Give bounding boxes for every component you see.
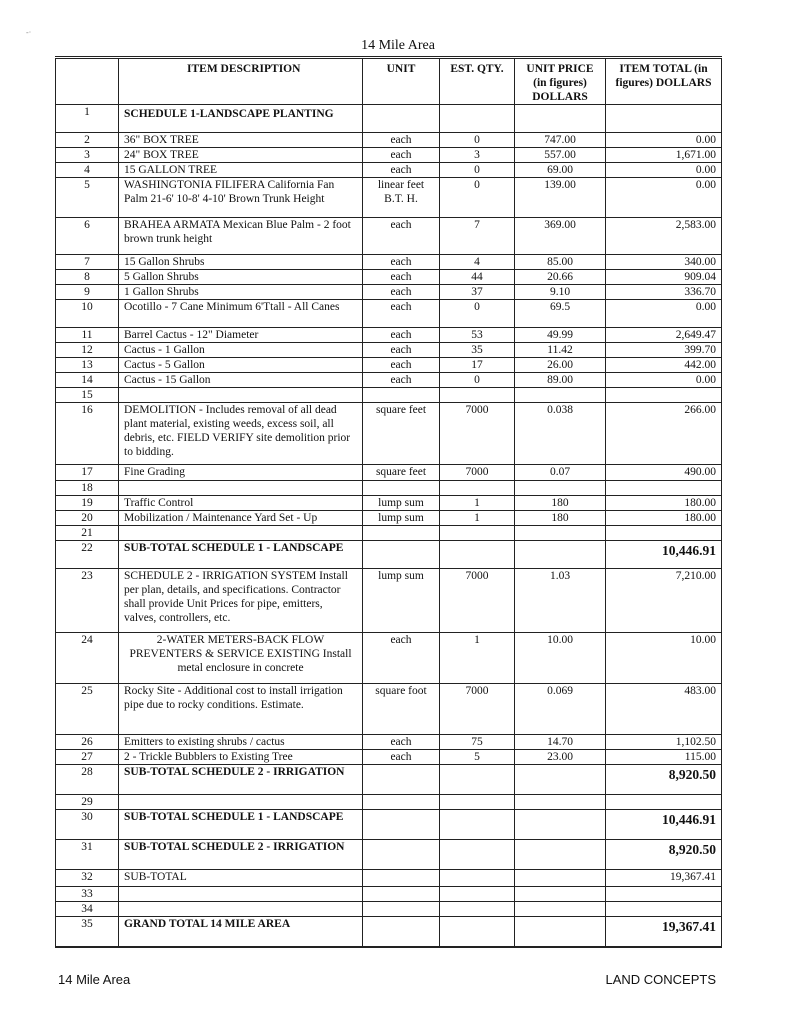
item-total-cell: 8,920.50 <box>606 840 722 870</box>
quantity-cell <box>440 765 515 795</box>
unit-cell: lump sum <box>363 511 440 526</box>
unit-price-cell: 23.00 <box>515 750 606 765</box>
quantity-cell: 7000 <box>440 684 515 735</box>
unit-price-cell: 180 <box>515 496 606 511</box>
quantity-cell <box>440 840 515 870</box>
scan-mark: -· <box>26 28 32 37</box>
row-number: 8 <box>56 270 119 285</box>
item-description: GRAND TOTAL 14 MILE AREA <box>119 917 363 947</box>
unit-cell: lump sum <box>363 569 440 633</box>
table-row <box>56 633 722 684</box>
quantity-cell <box>440 902 515 917</box>
item-description: 2 - Trickle Bubblers to Existing Tree <box>119 750 363 765</box>
row-number: 6 <box>56 218 119 255</box>
item-description: Rocky Site - Additional cost to install irrigation pipe due to rocky conditions. Estimate. <box>119 684 363 735</box>
table-row <box>56 178 722 218</box>
quantity-cell: 53 <box>440 328 515 343</box>
item-total-cell <box>606 795 722 810</box>
unit-price-cell <box>515 810 606 840</box>
table-row <box>56 388 722 403</box>
quantity-cell: 0 <box>440 133 515 148</box>
unit-cell <box>363 840 440 870</box>
table-row <box>56 870 722 887</box>
unit-price-cell <box>515 840 606 870</box>
table-row <box>56 465 722 481</box>
unit-price-cell: 20.66 <box>515 270 606 285</box>
quantity-cell <box>440 541 515 569</box>
quantity-cell: 0 <box>440 300 515 328</box>
item-total-cell: 1,671.00 <box>606 148 722 163</box>
unit-cell: each <box>363 750 440 765</box>
item-total-cell: 442.00 <box>606 358 722 373</box>
item-description: Barrel Cactus - 12" Diameter <box>119 328 363 343</box>
row-number: 13 <box>56 358 119 373</box>
quantity-cell <box>440 887 515 902</box>
row-number: 19 <box>56 496 119 511</box>
unit-price-cell: 11.42 <box>515 343 606 358</box>
quantity-cell: 7000 <box>440 465 515 481</box>
item-description: SCHEDULE 2 - IRRIGATION SYSTEM Install per plan, details, and specifications. Contractor shall provide Unit Prices for pipe, emitters, valves, controllers, etc. <box>119 569 363 633</box>
unit-cell <box>363 795 440 810</box>
unit-cell <box>363 902 440 917</box>
unit-price-cell <box>515 870 606 887</box>
table-row <box>56 255 722 270</box>
quantity-cell: 7000 <box>440 403 515 465</box>
table-row <box>56 902 722 917</box>
unit-cell <box>363 917 440 947</box>
item-description: 15 Gallon Shrubs <box>119 255 363 270</box>
unit-price-cell <box>515 765 606 795</box>
item-description: 5 Gallon Shrubs <box>119 270 363 285</box>
item-description <box>119 388 363 403</box>
unit-cell <box>363 526 440 541</box>
unit-price-cell <box>515 541 606 569</box>
row-number: 10 <box>56 300 119 328</box>
item-description: Mobilization / Maintenance Yard Set - Up <box>119 511 363 526</box>
unit-price-cell: 14.70 <box>515 735 606 750</box>
unit-price-cell: 557.00 <box>515 148 606 163</box>
unit-cell: square feet <box>363 465 440 481</box>
row-number: 16 <box>56 403 119 465</box>
table-row <box>56 735 722 750</box>
row-number: 33 <box>56 887 119 902</box>
item-total-cell: 10,446.91 <box>606 810 722 840</box>
row-number: 21 <box>56 526 119 541</box>
footer-left: 14 Mile Area <box>58 972 131 987</box>
row-number: 27 <box>56 750 119 765</box>
unit-cell: each <box>363 255 440 270</box>
table-row <box>56 840 722 870</box>
row-number: 23 <box>56 569 119 633</box>
item-description: 15 GALLON TREE <box>119 163 363 178</box>
item-description: 1 Gallon Shrubs <box>119 285 363 300</box>
unit-price-cell <box>515 105 606 133</box>
item-total-cell <box>606 105 722 133</box>
header-qty: EST. QTY. <box>440 58 515 105</box>
footer-right: LAND CONCEPTS <box>605 972 716 987</box>
quantity-cell: 1 <box>440 511 515 526</box>
table-row <box>56 133 722 148</box>
item-total-cell: 19,367.41 <box>606 870 722 887</box>
unit-price-cell: 26.00 <box>515 358 606 373</box>
quantity-cell: 1 <box>440 633 515 684</box>
unit-cell: each <box>363 328 440 343</box>
quantity-cell: 0 <box>440 163 515 178</box>
item-description: SCHEDULE 1-LANDSCAPE PLANTING <box>119 105 363 133</box>
item-total-cell: 10,446.91 <box>606 541 722 569</box>
quantity-cell <box>440 917 515 947</box>
unit-cell: lump sum <box>363 496 440 511</box>
item-description <box>119 526 363 541</box>
quantity-cell <box>440 388 515 403</box>
unit-cell: square foot <box>363 684 440 735</box>
header-unit-price: UNIT PRICE (in figures) DOLLARS <box>515 58 606 105</box>
item-description <box>119 887 363 902</box>
item-total-cell: 180.00 <box>606 511 722 526</box>
unit-cell: each <box>363 270 440 285</box>
unit-price-cell: 69.00 <box>515 163 606 178</box>
row-number: 20 <box>56 511 119 526</box>
unit-cell: each <box>363 285 440 300</box>
item-total-cell: 0.00 <box>606 133 722 148</box>
quantity-cell <box>440 810 515 840</box>
unit-price-cell: 89.00 <box>515 373 606 388</box>
item-total-cell <box>606 902 722 917</box>
item-total-cell <box>606 388 722 403</box>
table-row <box>56 270 722 285</box>
item-description: Cactus - 5 Gallon <box>119 358 363 373</box>
item-description <box>119 795 363 810</box>
item-total-cell: 2,649.47 <box>606 328 722 343</box>
table-row <box>56 887 722 902</box>
row-number: 1 <box>56 105 119 133</box>
unit-cell: each <box>363 633 440 684</box>
header-unit: UNIT <box>363 58 440 105</box>
item-total-cell: 8,920.50 <box>606 765 722 795</box>
item-total-cell: 909.04 <box>606 270 722 285</box>
quantity-cell: 5 <box>440 750 515 765</box>
item-description: Traffic Control <box>119 496 363 511</box>
row-number: 32 <box>56 870 119 887</box>
row-number: 5 <box>56 178 119 218</box>
item-total-cell: 0.00 <box>606 163 722 178</box>
item-description <box>119 481 363 496</box>
item-description: SUB-TOTAL SCHEDULE 2 - IRRIGATION <box>119 840 363 870</box>
item-description: 2-WATER METERS-BACK FLOW PREVENTERS & SERVICE EXISTING Install metal enclosure in concrete <box>119 633 363 684</box>
quantity-cell: 75 <box>440 735 515 750</box>
row-number: 3 <box>56 148 119 163</box>
unit-cell: each <box>363 343 440 358</box>
unit-price-cell <box>515 526 606 541</box>
unit-price-cell: 85.00 <box>515 255 606 270</box>
item-description: 24" BOX TREE <box>119 148 363 163</box>
row-number: 11 <box>56 328 119 343</box>
item-description: SUB-TOTAL <box>119 870 363 887</box>
item-total-cell: 399.70 <box>606 343 722 358</box>
unit-price-cell <box>515 795 606 810</box>
unit-cell: each <box>363 133 440 148</box>
quantity-cell <box>440 870 515 887</box>
quantity-cell: 0 <box>440 178 515 218</box>
item-total-cell: 180.00 <box>606 496 722 511</box>
item-total-cell: 2,583.00 <box>606 218 722 255</box>
item-description: SUB-TOTAL SCHEDULE 1 - LANDSCAPE <box>119 810 363 840</box>
table-row <box>56 373 722 388</box>
item-total-cell: 266.00 <box>606 403 722 465</box>
header-item-total: ITEM TOTAL (in figures) DOLLARS <box>606 58 722 105</box>
table-row <box>56 496 722 511</box>
quantity-cell: 17 <box>440 358 515 373</box>
item-total-cell: 483.00 <box>606 684 722 735</box>
header-number-cell <box>56 58 119 105</box>
table-row <box>56 481 722 496</box>
quantity-cell: 7 <box>440 218 515 255</box>
row-number: 14 <box>56 373 119 388</box>
item-total-cell: 490.00 <box>606 465 722 481</box>
item-description: WASHINGTONIA FILIFERA California Fan Palm 21-6' 10-8' 4-10' Brown Trunk Height <box>119 178 363 218</box>
row-number: 34 <box>56 902 119 917</box>
unit-price-cell: 139.00 <box>515 178 606 218</box>
quantity-cell <box>440 526 515 541</box>
unit-cell: each <box>363 358 440 373</box>
row-number: 15 <box>56 388 119 403</box>
unit-cell: linear feet B.T. H. <box>363 178 440 218</box>
unit-cell <box>363 870 440 887</box>
item-total-cell: 340.00 <box>606 255 722 270</box>
row-number: 26 <box>56 735 119 750</box>
table-header-row <box>56 58 722 105</box>
quantity-cell: 35 <box>440 343 515 358</box>
table-row <box>56 569 722 633</box>
row-number: 9 <box>56 285 119 300</box>
unit-price-cell <box>515 481 606 496</box>
table-row <box>56 795 722 810</box>
row-number: 12 <box>56 343 119 358</box>
item-description: DEMOLITION - Includes removal of all dead plant material, existing weeds, excess soil, all debris, etc. FIELD VERIFY site demolition prior to bidding. <box>119 403 363 465</box>
unit-price-cell: 0.07 <box>515 465 606 481</box>
quantity-cell: 7000 <box>440 569 515 633</box>
item-description: Cactus - 1 Gallon <box>119 343 363 358</box>
table-row <box>56 163 722 178</box>
row-number: 4 <box>56 163 119 178</box>
unit-cell <box>363 388 440 403</box>
page-title: 14 Mile Area <box>361 38 435 53</box>
unit-cell: each <box>363 163 440 178</box>
item-total-cell: 0.00 <box>606 178 722 218</box>
unit-cell <box>363 810 440 840</box>
unit-cell <box>363 765 440 795</box>
unit-price-cell: 0.038 <box>515 403 606 465</box>
quantity-cell: 1 <box>440 496 515 511</box>
item-total-cell <box>606 481 722 496</box>
unit-price-cell <box>515 902 606 917</box>
unit-price-cell: 49.99 <box>515 328 606 343</box>
unit-cell: square feet <box>363 403 440 465</box>
unit-cell <box>363 541 440 569</box>
unit-price-cell <box>515 388 606 403</box>
unit-cell: each <box>363 735 440 750</box>
unit-cell: each <box>363 373 440 388</box>
unit-price-cell <box>515 917 606 947</box>
item-total-cell <box>606 526 722 541</box>
row-number: 30 <box>56 810 119 840</box>
item-description: SUB-TOTAL SCHEDULE 1 - LANDSCAPE <box>119 541 363 569</box>
row-number: 35 <box>56 917 119 947</box>
item-total-cell: 0.00 <box>606 373 722 388</box>
header-description: ITEM DESCRIPTION <box>119 58 363 105</box>
unit-price-cell: 1.03 <box>515 569 606 633</box>
item-description: Ocotillo - 7 Cane Minimum 6'Ttall - All Canes <box>119 300 363 328</box>
item-total-cell: 0.00 <box>606 300 722 328</box>
quantity-cell: 44 <box>440 270 515 285</box>
item-description: Emitters to existing shrubs / cactus <box>119 735 363 750</box>
row-number: 25 <box>56 684 119 735</box>
unit-price-cell: 180 <box>515 511 606 526</box>
quantity-cell <box>440 795 515 810</box>
table-row <box>56 403 722 465</box>
table-row <box>56 105 722 133</box>
table-row <box>56 328 722 343</box>
item-total-cell <box>606 887 722 902</box>
table-row <box>56 917 722 947</box>
item-description: 36" BOX TREE <box>119 133 363 148</box>
table-row <box>56 511 722 526</box>
quantity-cell <box>440 105 515 133</box>
unit-cell <box>363 887 440 902</box>
unit-price-cell: 0.069 <box>515 684 606 735</box>
item-description: SUB-TOTAL SCHEDULE 2 - IRRIGATION <box>119 765 363 795</box>
table-row <box>56 765 722 795</box>
unit-price-cell: 69.5 <box>515 300 606 328</box>
row-number: 2 <box>56 133 119 148</box>
unit-cell: each <box>363 218 440 255</box>
row-number: 31 <box>56 840 119 870</box>
quantity-cell: 0 <box>440 373 515 388</box>
row-number: 17 <box>56 465 119 481</box>
quantity-cell: 4 <box>440 255 515 270</box>
item-description: Cactus - 15 Gallon <box>119 373 363 388</box>
item-description: BRAHEA ARMATA Mexican Blue Palm - 2 foot brown trunk height <box>119 218 363 255</box>
table-row <box>56 300 722 328</box>
row-number: 22 <box>56 541 119 569</box>
bid-schedule-table <box>55 56 722 948</box>
table-row <box>56 148 722 163</box>
table-row <box>56 526 722 541</box>
item-total-cell: 19,367.41 <box>606 917 722 947</box>
row-number: 18 <box>56 481 119 496</box>
table-row <box>56 810 722 840</box>
quantity-cell: 37 <box>440 285 515 300</box>
unit-price-cell: 747.00 <box>515 133 606 148</box>
unit-cell: each <box>363 300 440 328</box>
table-row <box>56 343 722 358</box>
unit-price-cell <box>515 887 606 902</box>
table-row <box>56 218 722 255</box>
table-row <box>56 750 722 765</box>
table-row <box>56 684 722 735</box>
unit-cell <box>363 481 440 496</box>
unit-price-cell: 10.00 <box>515 633 606 684</box>
row-number: 29 <box>56 795 119 810</box>
table-row <box>56 358 722 373</box>
unit-cell: each <box>363 148 440 163</box>
row-number: 28 <box>56 765 119 795</box>
item-description <box>119 902 363 917</box>
item-description: Fine Grading <box>119 465 363 481</box>
unit-price-cell: 9.10 <box>515 285 606 300</box>
row-number: 24 <box>56 633 119 684</box>
quantity-cell <box>440 481 515 496</box>
item-total-cell: 115.00 <box>606 750 722 765</box>
item-total-cell: 1,102.50 <box>606 735 722 750</box>
table-row <box>56 285 722 300</box>
item-total-cell: 10.00 <box>606 633 722 684</box>
table-row <box>56 541 722 569</box>
quantity-cell: 3 <box>440 148 515 163</box>
item-total-cell: 336.70 <box>606 285 722 300</box>
item-total-cell: 7,210.00 <box>606 569 722 633</box>
unit-cell <box>363 105 440 133</box>
unit-price-cell: 369.00 <box>515 218 606 255</box>
row-number: 7 <box>56 255 119 270</box>
